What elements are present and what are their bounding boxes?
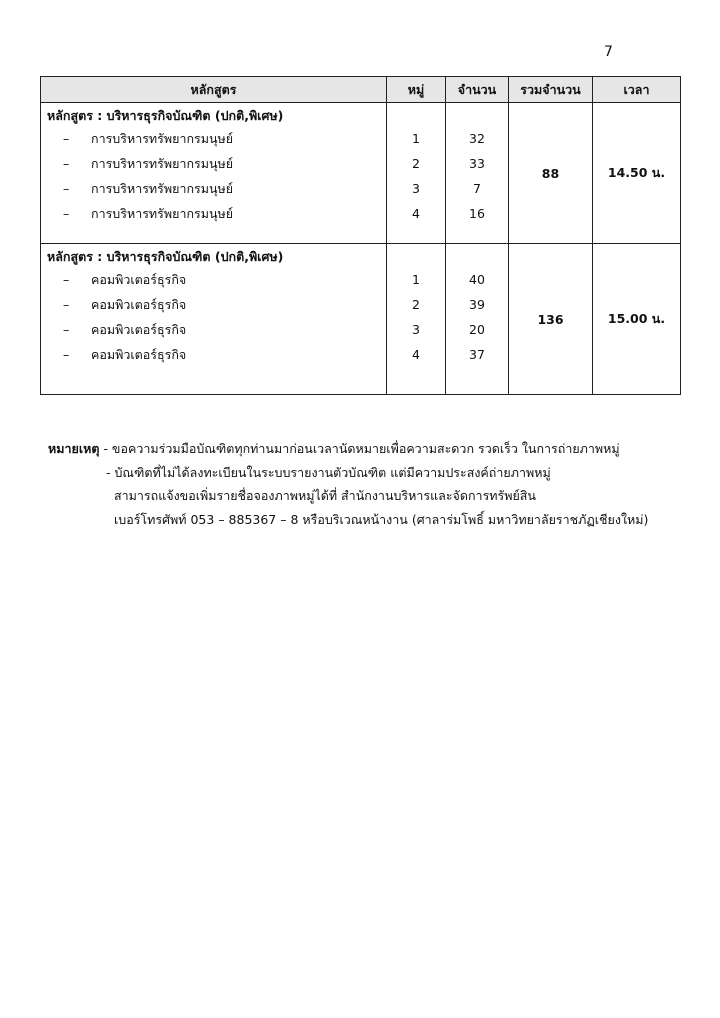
group-cell [387, 244, 446, 395]
count-value: 20 [469, 322, 485, 337]
group-value: 4 [412, 206, 420, 221]
table-header-row [41, 77, 681, 103]
dash-bullet: – [63, 181, 70, 196]
count-value: 37 [469, 347, 485, 362]
note-line-2: - บัณฑิตที่ไม่ได้ลงทะเบียนในระบบรายงานตัวบัณฑิต แต่มีความประสงค์ถ่ายภาพหมู่ [106, 464, 551, 480]
list-item [41, 201, 386, 226]
group-value: 2 [412, 156, 420, 171]
group-value: 1 [412, 131, 420, 146]
total-value: 136 [509, 244, 593, 395]
dash-bullet: – [63, 206, 70, 221]
major-name: การบริหารทรัพยากรมนุษย์ [91, 156, 234, 171]
major-name: คอมพิวเตอร์ธุรกิจ [91, 347, 187, 362]
note-line-1: - ขอความร่วมมือบัณฑิตทุกท่านมาก่อนเวลานัดหมายเพื่อความสะดวก รวดเร็ว ในการถ่ายภาพหมู่ [103, 441, 620, 456]
note-label: หมายเหตุ [48, 441, 100, 456]
group-value: 1 [412, 272, 420, 287]
total-value: 88 [509, 103, 593, 244]
count-value: 39 [469, 297, 485, 312]
list-item [41, 176, 386, 201]
list-item [41, 342, 386, 367]
dash-bullet: – [63, 297, 70, 312]
major-name: คอมพิวเตอร์ธุรกิจ [91, 272, 187, 287]
schedule-table [40, 76, 681, 395]
dash-bullet: – [63, 322, 70, 337]
count-value: 32 [469, 131, 485, 146]
count-value: 33 [469, 156, 485, 171]
count-value: 16 [469, 206, 485, 221]
time-value: 14.50 น. [593, 103, 681, 244]
note-line-3: สามารถแจ้งขอเพิ่มรายชื่อจองภาพหมู่ได้ที่ สำนักงานบริหารและจัดการทรัพย์สิน [114, 488, 536, 503]
course-list-cell [41, 103, 387, 244]
header-time: เวลา [593, 77, 681, 103]
count-value: 7 [473, 181, 481, 196]
list-item [41, 126, 386, 151]
group-cell [387, 103, 446, 244]
count-cell [446, 244, 509, 395]
list-item [41, 151, 386, 176]
header-total: รวมจำนวน [509, 77, 593, 103]
note-section [48, 437, 648, 531]
count-value: 40 [469, 272, 485, 287]
major-name: การบริหารทรัพยากรมนุษย์ [91, 181, 234, 196]
group-value: 4 [412, 347, 420, 362]
course-list-cell [41, 244, 387, 395]
time-value: 15.00 น. [593, 244, 681, 395]
group-value: 3 [412, 181, 420, 196]
list-item [41, 317, 386, 342]
dash-bullet: – [63, 272, 70, 287]
major-name: คอมพิวเตอร์ธุรกิจ [91, 297, 187, 312]
note-line-4: เบอร์โทรศัพท์ 053 – 885367 – 8 หรือบริเวณหน้างาน (ศาลาร่มโพธิ์ มหาวิทยาลัยราชภัฏเชียงใหม่) [114, 511, 649, 527]
course-title: หลักสูตร : บริหารธุรกิจบัณฑิต (ปกติ,พิเศษ) [47, 108, 284, 123]
course-title: หลักสูตร : บริหารธุรกิจบัณฑิต (ปกติ,พิเศษ) [47, 249, 284, 264]
major-name: คอมพิวเตอร์ธุรกิจ [91, 322, 187, 337]
count-cell [446, 103, 509, 244]
group-value: 3 [412, 322, 420, 337]
dash-bullet: – [63, 156, 70, 171]
group-value: 2 [412, 297, 420, 312]
header-group: หมู่ [387, 77, 446, 103]
list-item [41, 267, 386, 292]
major-name: การบริหารทรัพยากรมนุษย์ [91, 206, 234, 221]
course-block-1 [41, 103, 681, 244]
dash-bullet: – [63, 347, 70, 362]
page-number: 7 [604, 44, 613, 60]
dash-bullet: – [63, 131, 70, 146]
header-course: หลักสูตร [41, 77, 387, 103]
major-name: การบริหารทรัพยากรมนุษย์ [91, 131, 234, 146]
course-block-2 [41, 244, 681, 395]
header-count: จำนวน [446, 77, 509, 103]
list-item [41, 292, 386, 317]
